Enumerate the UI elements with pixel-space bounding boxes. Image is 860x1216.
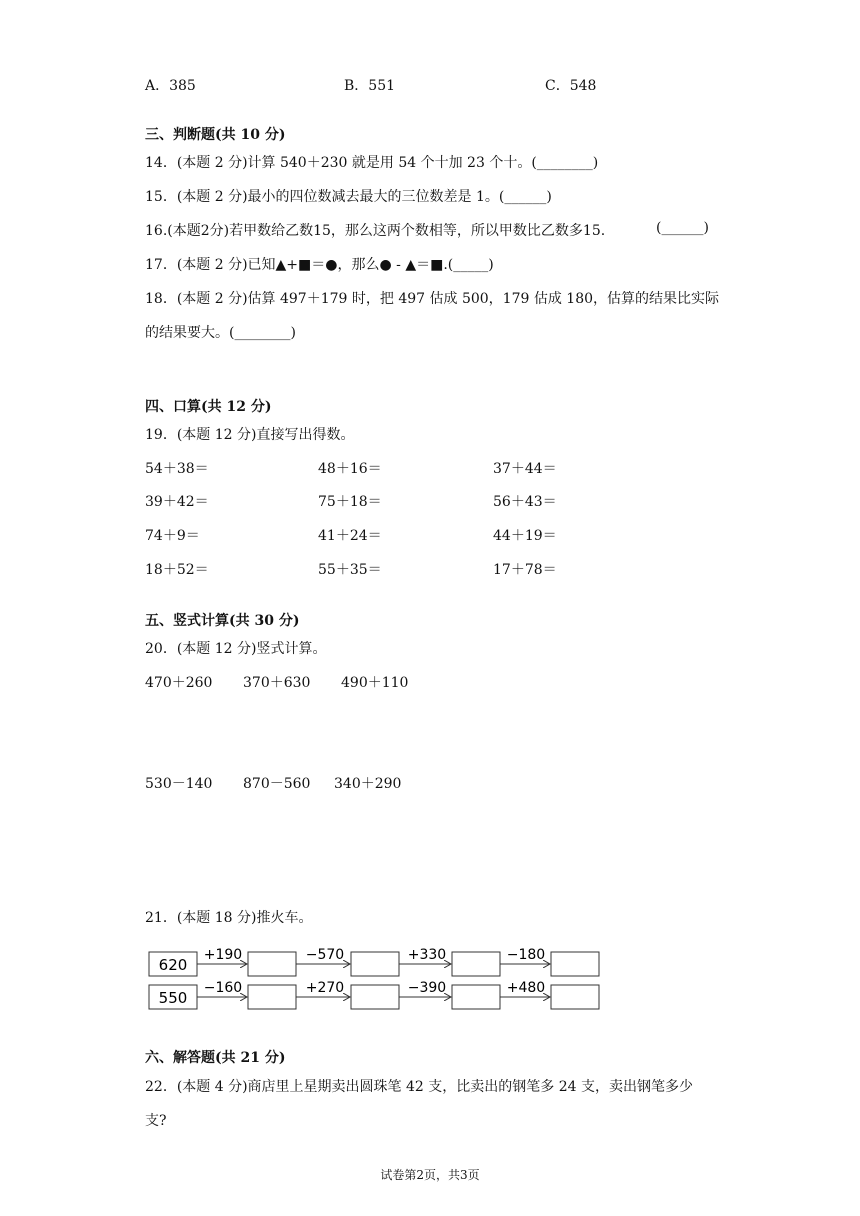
- oral-calc: 75＋18＝: [318, 494, 382, 510]
- oral-calc: 18＋52＝: [145, 562, 209, 578]
- oral-calc: 44＋19＝: [493, 528, 557, 544]
- operation-label: −570: [305, 947, 345, 963]
- question-20-prompt: 20．(本题 12 分)竖式计算。: [145, 641, 327, 657]
- operation-label: −160: [203, 980, 243, 996]
- answer-box: [248, 952, 296, 976]
- section3-title: 三、判断题(共 10 分): [145, 127, 286, 143]
- oral-calc: 48＋16＝: [318, 461, 382, 477]
- vertical-calc: 340＋290: [334, 776, 402, 792]
- oral-calc: 37＋44＝: [493, 461, 557, 477]
- choice-c: C．548: [545, 78, 597, 94]
- choice-b: B．551: [344, 78, 396, 94]
- question-19-prompt: 19．(本题 12 分)直接写出得数。: [145, 427, 355, 443]
- answer-box: [248, 985, 296, 1009]
- oral-calc: 39＋42＝: [145, 494, 209, 510]
- question-15: 15．(本题 2 分)最小的四位数减去最大的三位数差是 1。(______): [145, 189, 552, 205]
- vertical-calc: 370＋630: [243, 675, 311, 691]
- question-21-prompt: 21．(本题 18 分)推火车。: [145, 910, 313, 926]
- question-22-line2: 支?: [145, 1113, 167, 1129]
- operation-label: +330: [407, 947, 447, 963]
- operation-label: −390: [407, 980, 447, 996]
- answer-box: [551, 952, 599, 976]
- vertical-calc: 530－140: [145, 776, 213, 792]
- section5-title: 五、竖式计算(共 30 分): [145, 613, 300, 629]
- operation-label: −180: [506, 947, 546, 963]
- train-diagram: [145, 942, 615, 1014]
- oral-calc: 54＋38＝: [145, 461, 209, 477]
- answer-box: [452, 952, 500, 976]
- oral-calc: 55＋35＝: [318, 562, 382, 578]
- section6-title: 六、解答题(共 21 分): [145, 1050, 286, 1066]
- oral-calc: 56＋43＝: [493, 494, 557, 510]
- choice-a: A．385: [145, 78, 196, 94]
- vertical-calc: 490＋110: [341, 675, 409, 691]
- page-footer: 试卷第2页，共3页: [380, 1168, 480, 1182]
- answer-box: [551, 985, 599, 1009]
- section4-title: 四、口算(共 12 分): [145, 399, 272, 415]
- oral-calc: 41＋24＝: [318, 528, 382, 544]
- question-17: 17．(本题 2 分)已知▲+■＝●，那么● - ▲＝■.(_____): [145, 257, 494, 273]
- vertical-calc: 870－560: [243, 776, 311, 792]
- question-18-line1: 18．(本题 2 分)估算 497＋179 时，把 497 估成 500，179 估成 180，估算的结果比实际: [145, 291, 720, 307]
- question-16-blank: (______): [656, 220, 709, 236]
- oral-calc: 74＋9＝: [145, 528, 200, 544]
- operation-label: +480: [506, 980, 546, 996]
- question-22-line1: 22．(本题 4 分)商店里上星期卖出圆珠笔 42 支，比卖出的钢笔多 24 支，卖出钢笔多少: [145, 1079, 693, 1095]
- operation-label: +270: [305, 980, 345, 996]
- answer-box: [351, 952, 399, 976]
- operation-label: +190: [203, 947, 243, 963]
- oral-calc: 17＋78＝: [493, 562, 557, 578]
- vertical-calc: 470＋260: [145, 675, 213, 691]
- question-16: 16.(本题2分)若甲数给乙数15，那么这两个数相等，所以甲数比乙数多15.: [145, 223, 606, 239]
- start-value-1: 620: [158, 956, 188, 974]
- answer-box: [452, 985, 500, 1009]
- question-18-line2: 的结果要大。(________): [145, 325, 296, 341]
- start-value-2: 550: [158, 989, 188, 1007]
- answer-box: [351, 985, 399, 1009]
- question-14: 14．(本题 2 分)计算 540＋230 就是用 54 个十加 23 个十。(________): [145, 155, 599, 171]
